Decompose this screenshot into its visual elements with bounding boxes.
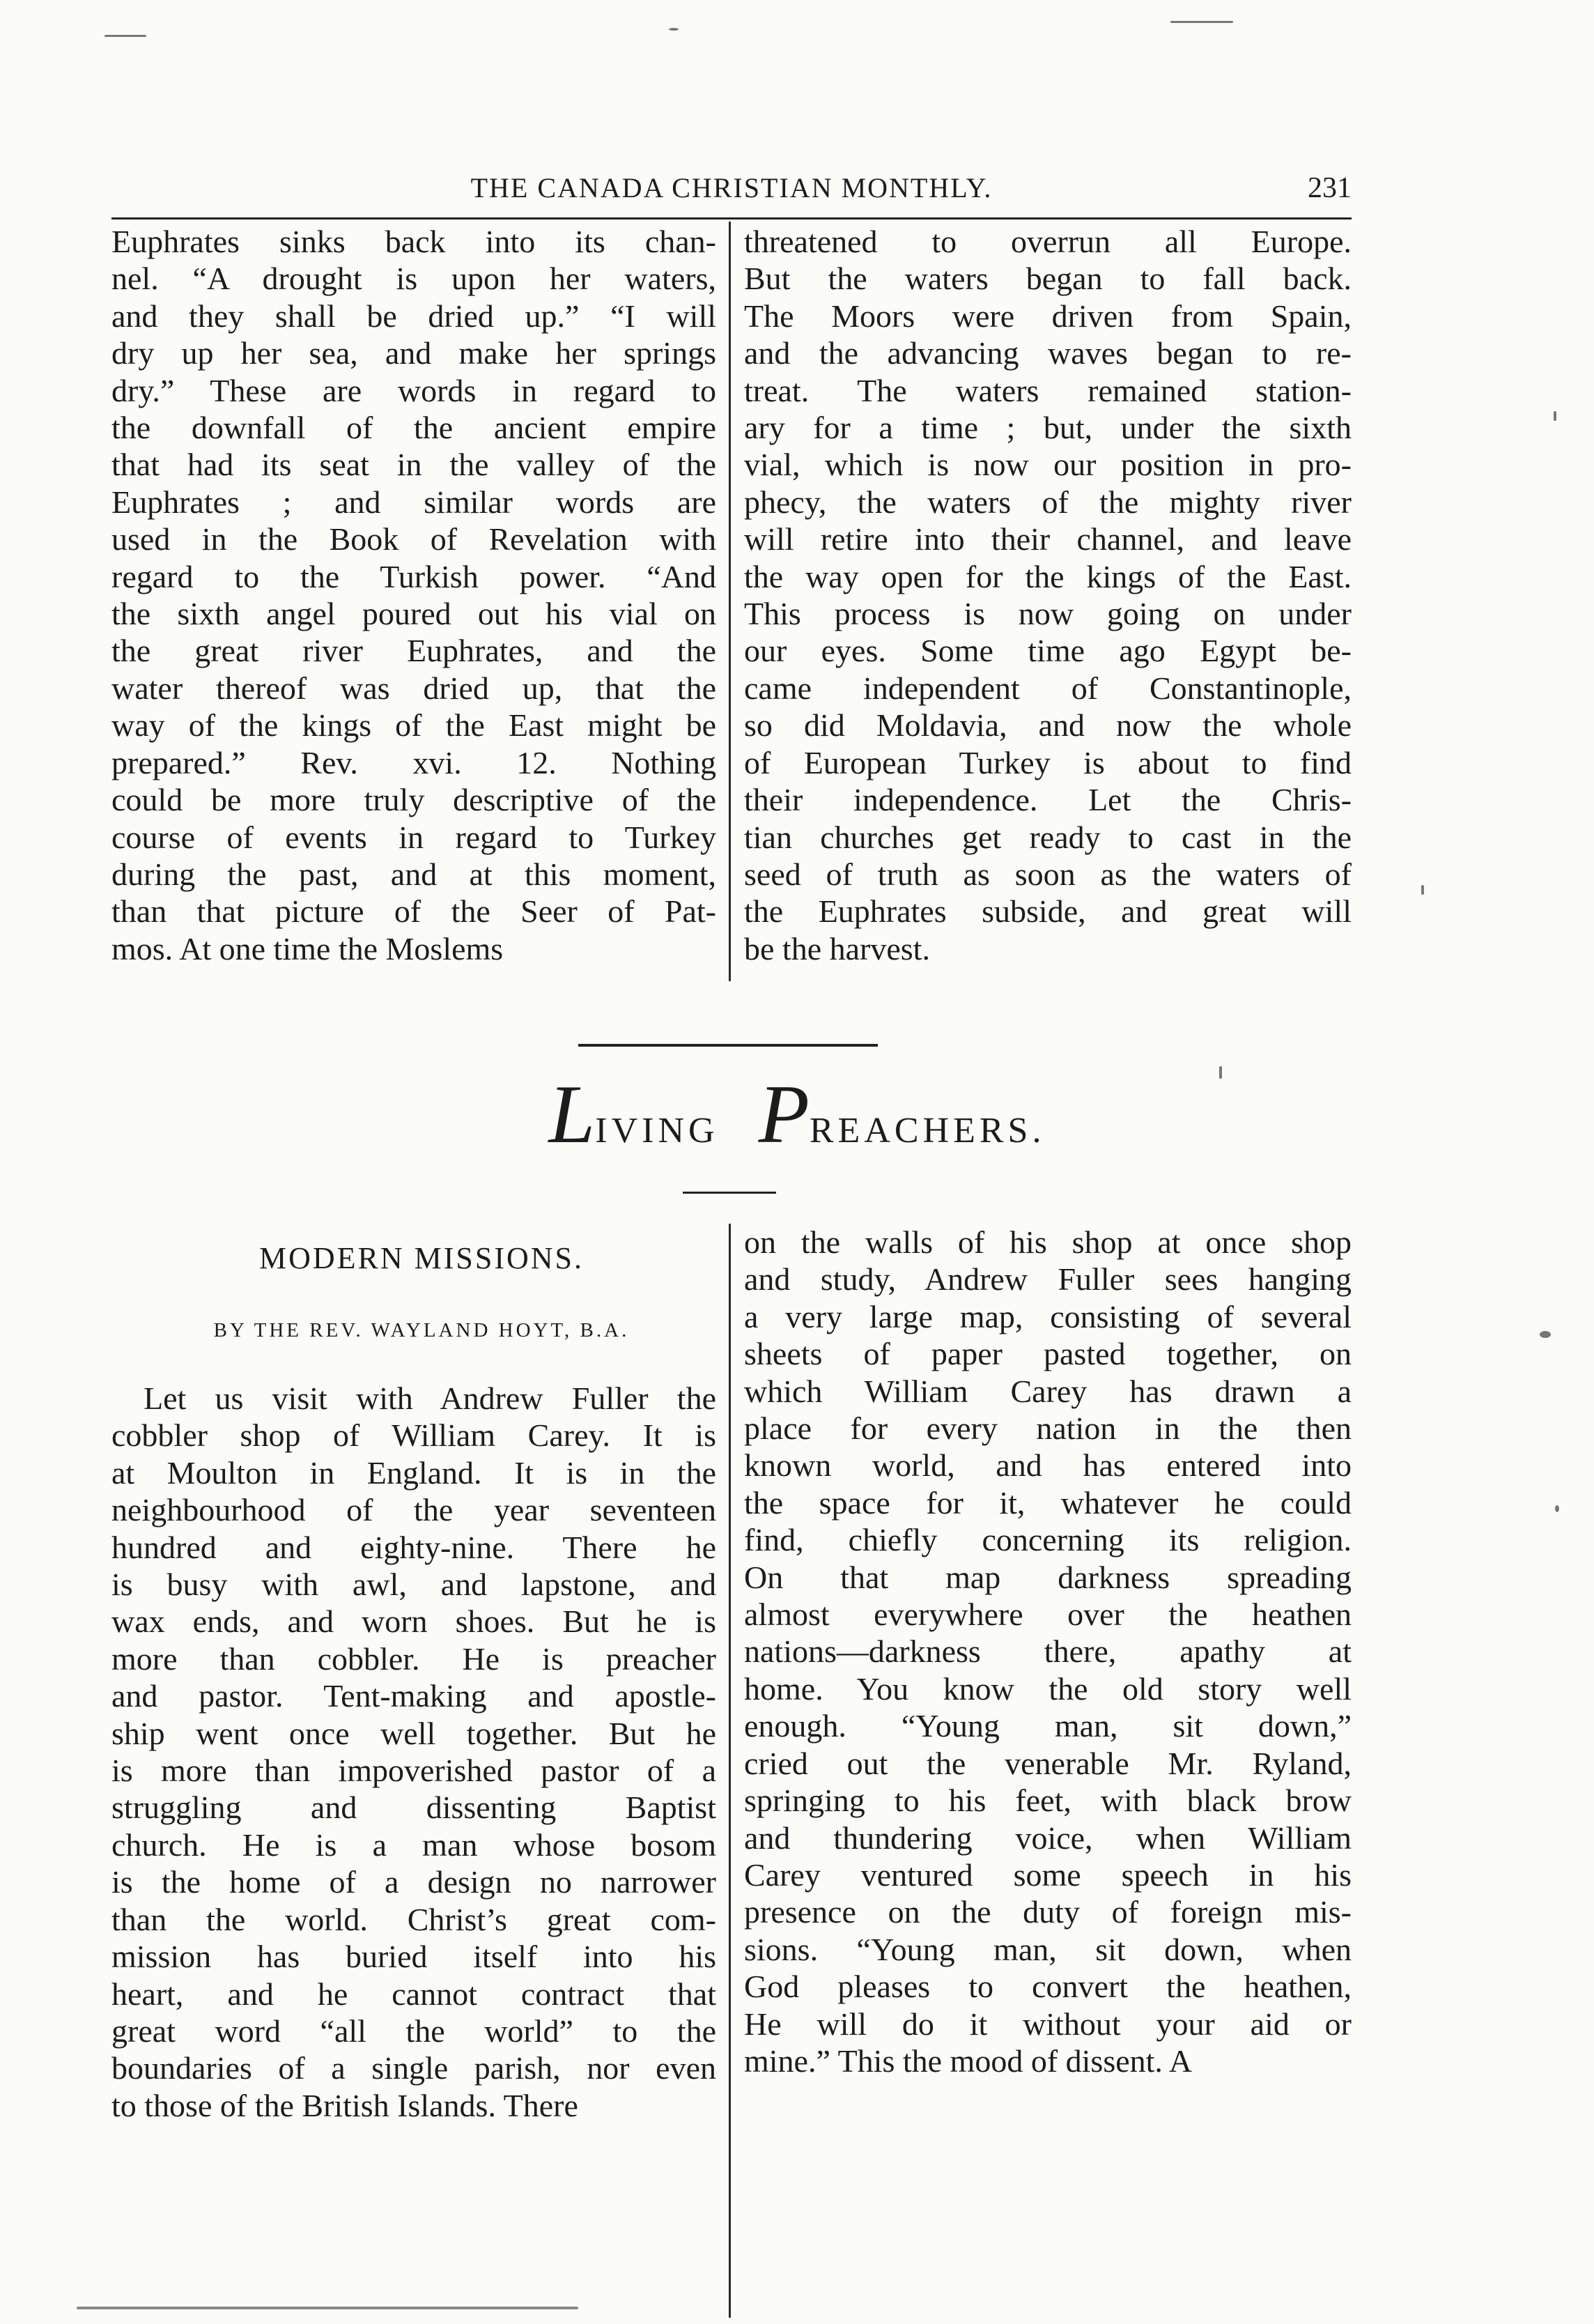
top-left-line: and they shall be dried up.” “I will xyxy=(111,298,716,334)
section-title-word1: IVING xyxy=(595,1111,719,1151)
top-left-line: the sixth angel poured out his vial on xyxy=(111,596,716,632)
top-left-line: dry up her sea, and make her springs xyxy=(111,335,716,371)
article-right-line: place for every nation in the then xyxy=(744,1410,1352,1447)
section-title-word2: REACHERS. xyxy=(809,1111,1046,1151)
article-column-divider xyxy=(729,1224,731,2318)
scan-speck xyxy=(1421,885,1424,895)
top-left-line: nel. “A drought is upon her waters, xyxy=(111,261,716,297)
top-left-line: Euphrates sinks back into its chan- xyxy=(111,224,716,259)
article-byline: BY THE REV. WAYLAND HOYT, B.A. xyxy=(213,1319,630,1341)
top-left-column xyxy=(111,223,716,967)
top-right-line: of European Turkey is about to find xyxy=(744,744,1352,780)
article-right-line: springing to his feet, with black brow xyxy=(744,1783,1352,1819)
top-right-line: vial, which is now our position in pro- xyxy=(744,447,1352,483)
top-left-line: during the past, and at this moment, xyxy=(111,856,716,892)
article-left-line: Let us visit with Andrew Fuller the xyxy=(144,1380,716,1416)
scan-speck xyxy=(1555,1505,1559,1512)
top-right-line: so did Moldavia, and now the whole xyxy=(744,707,1352,744)
article-right-line: the space for it, whatever he could xyxy=(744,1484,1352,1521)
section-title-cap-l: L xyxy=(548,1068,596,1160)
top-right-line: the way open for the kings of the East. xyxy=(744,558,1352,594)
top-right-line: threatened to overrun all Europe. xyxy=(744,224,1352,259)
article-left-line: mission has buried itself into his xyxy=(111,1939,716,1975)
scan-speck xyxy=(77,2307,578,2309)
scan-speck xyxy=(1540,1331,1551,1338)
top-right-line: be the harvest. xyxy=(744,930,930,967)
top-right-column xyxy=(744,223,1352,967)
top-left-line: that had its seat in the valley of the xyxy=(111,447,716,483)
top-right-line: came independent of Constantinople, xyxy=(744,670,1352,706)
running-title: THE CANADA CHRISTIAN MONTHLY. xyxy=(470,172,993,203)
article-right-column xyxy=(744,1224,1352,2079)
top-right-line: our eyes. Some time ago Egypt be- xyxy=(744,633,1352,669)
article-right-line: cried out the venerable Mr. Ryland, xyxy=(744,1745,1352,1781)
top-right-line: the Euphrates subside, and great will xyxy=(744,893,1352,930)
article-left-line: to those of the British Islands. There xyxy=(111,2087,578,2123)
article-right-line: sheets of paper pasted together, on xyxy=(744,1336,1352,1372)
article-right-line: a very large map, consisting of several xyxy=(744,1298,1352,1334)
article-right-line: find, chiefly concerning its religion. xyxy=(744,1522,1352,1558)
article-left-column xyxy=(111,1380,716,2124)
top-right-line: But the waters began to fall back. xyxy=(744,261,1352,297)
article-left-line: than the world. Christ’s great com- xyxy=(111,1901,716,1937)
top-right-line: tian churches get ready to cast in the xyxy=(744,819,1352,855)
article-right-line: enough. “Young man, sit down,” xyxy=(744,1708,1352,1744)
top-left-line: regard to the Turkish power. “And xyxy=(111,558,716,594)
top-right-line: treat. The waters remained station- xyxy=(744,372,1352,408)
article-left-line: ship went once well together. But he xyxy=(111,1715,716,1751)
article-right-line: home. You know the old story well xyxy=(744,1670,1352,1707)
top-right-line: ary for a time ; but, under the sixth xyxy=(744,410,1352,446)
article-left-line: heart, and he cannot contract that xyxy=(111,1976,716,2012)
article-right-line: He will do it without your aid or xyxy=(744,2006,1352,2042)
top-right-line: will retire into their channel, and leave xyxy=(744,521,1352,557)
scan-speck xyxy=(1554,411,1556,421)
section-title-cap-p: P xyxy=(758,1068,810,1160)
article-left-line: church. He is a man whose bosom xyxy=(111,1826,716,1863)
top-right-line: seed of truth as soon as the waters of xyxy=(744,856,1352,892)
header-rule xyxy=(111,217,1352,220)
article-left-line: struggling and dissenting Baptist xyxy=(111,1790,716,1826)
article-right-line: God pleases to convert the heathen, xyxy=(744,1969,1352,2005)
section-rule-top xyxy=(578,1044,878,1047)
article-left-line: is busy with awl, and lapstone, and xyxy=(111,1567,716,1603)
article-left-line: neighbourhood of the year seventeen xyxy=(111,1492,716,1528)
article-title: MODERN MISSIONS. xyxy=(258,1241,585,1275)
article-left-line: and pastor. Tent-making and apostle- xyxy=(111,1678,716,1714)
page-number: 231 xyxy=(1308,172,1352,204)
article-right-line: almost everywhere over the heathen xyxy=(744,1596,1352,1633)
article-left-line: great word “all the world” to the xyxy=(111,2013,716,2049)
article-left-line: cobbler shop of William Carey. It is xyxy=(111,1417,716,1454)
section-rule-bottom xyxy=(683,1192,776,1194)
scan-speck xyxy=(105,35,146,37)
article-right-line: known world, and has entered into xyxy=(744,1447,1352,1484)
article-left-line: boundaries of a single parish, nor even xyxy=(111,2050,716,2086)
scan-speck xyxy=(1219,1066,1222,1079)
top-left-line: prepared.” Rev. xvi. 12. Nothing xyxy=(111,744,716,780)
article-left-line: hundred and eighty-nine. There he xyxy=(111,1529,716,1565)
top-right-line: their independence. Let the Chris- xyxy=(744,782,1352,818)
scan-speck xyxy=(1170,21,1233,23)
scan-speck xyxy=(669,28,679,31)
top-left-line: used in the Book of Revelation with xyxy=(111,521,716,557)
top-right-line: The Moors were driven from Spain, xyxy=(744,298,1352,334)
article-right-line: On that map darkness spreading xyxy=(744,1559,1352,1595)
article-left-line: is more than impoverished pastor of a xyxy=(111,1753,716,1789)
top-left-line: than that picture of the Seer of Pat- xyxy=(111,893,716,930)
article-left-line: is the home of a design no narrower xyxy=(111,1864,716,1900)
top-left-line: mos. At one time the Moslems xyxy=(111,930,504,967)
article-right-line: Carey ventured some speech in his xyxy=(744,1856,1352,1893)
running-head xyxy=(111,166,1352,210)
article-left-line: wax ends, and worn shoes. But he is xyxy=(111,1603,716,1640)
top-left-line: dry.” These are words in regard to xyxy=(111,372,716,408)
article-right-line: and study, Andrew Fuller sees hanging xyxy=(744,1261,1352,1298)
top-left-line: could be more truly descriptive of the xyxy=(111,782,716,818)
top-right-line: This process is now going on under xyxy=(744,596,1352,632)
top-right-line: phecy, the waters of the mighty river xyxy=(744,484,1352,520)
article-right-line: sions. “Young man, sit down, when xyxy=(744,1931,1352,1967)
top-left-line: the downfall of the ancient empire xyxy=(111,410,716,446)
article-right-line: which William Carey has drawn a xyxy=(744,1373,1352,1409)
top-left-line: way of the kings of the East might be xyxy=(111,707,716,744)
top-column-divider xyxy=(729,222,731,981)
article-right-line: presence on the duty of foreign mis- xyxy=(744,1894,1352,1930)
article-right-line: and thundering voice, when William xyxy=(744,1819,1352,1856)
top-left-line: Euphrates ; and similar words are xyxy=(111,484,716,520)
top-left-line: course of events in regard to Turkey xyxy=(111,819,716,855)
section-title xyxy=(0,1066,1594,1162)
article-right-line: mine.” This the mood of dissent. A xyxy=(744,2042,1193,2079)
article-left-line: at Moulton in England. It is in the xyxy=(111,1454,716,1491)
top-right-line: and the advancing waves began to re- xyxy=(744,335,1352,371)
article-left-line: more than cobbler. He is preacher xyxy=(111,1640,716,1677)
article-right-line: on the walls of his shop at once shop xyxy=(744,1224,1352,1260)
article-right-line: nations—darkness there, apathy at xyxy=(744,1633,1352,1670)
top-left-line: water thereof was dried up, that the xyxy=(111,670,716,706)
top-left-line: the great river Euphrates, and the xyxy=(111,633,716,669)
